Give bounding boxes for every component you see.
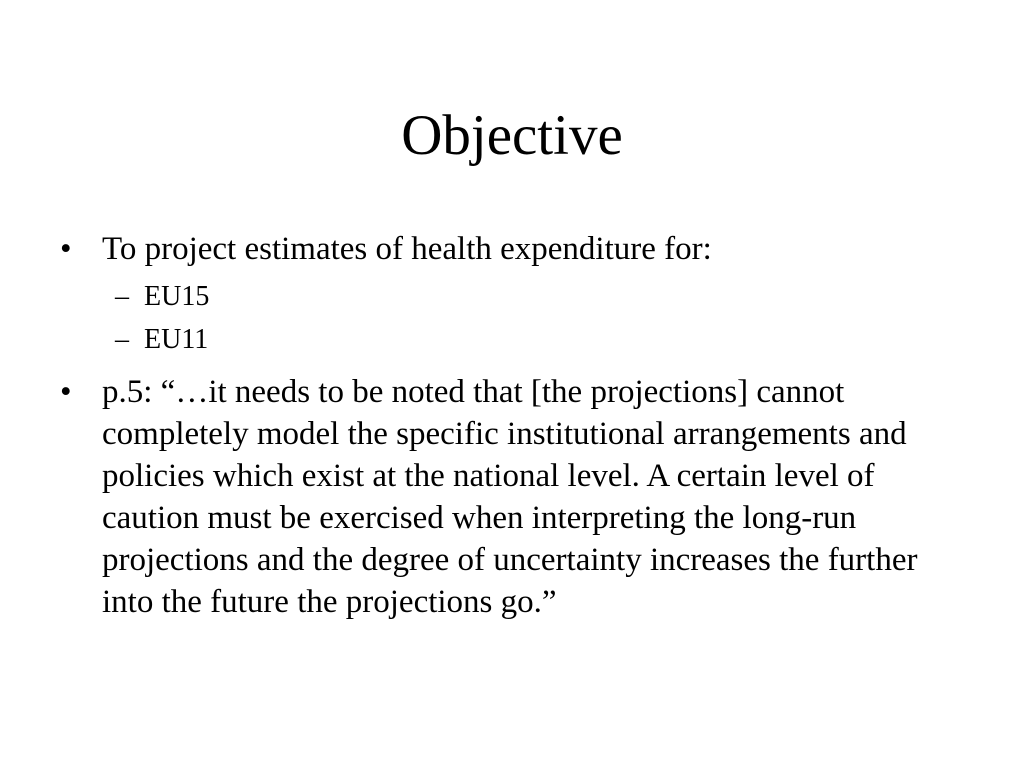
bullet-item-objective: [60, 228, 960, 361]
slide-title: Objective: [401, 104, 623, 167]
dash-icon: –: [115, 324, 129, 355]
bullet-list: [60, 228, 960, 623]
bullet-item-quote: [60, 371, 960, 623]
dash-icon: –: [115, 281, 129, 312]
sub-bullet-item-eu11: [102, 318, 960, 361]
bullet-text: To project estimates of health expenditure for:: [102, 231, 712, 267]
sub-bullet-list: [102, 275, 960, 361]
sub-bullet-text: EU15: [144, 281, 210, 312]
sub-bullet-text: EU11: [144, 324, 209, 355]
sub-bullet-item-eu15: [102, 275, 960, 318]
bullet-icon: •: [60, 231, 72, 267]
quote-text: p.5: “…it needs to be noted that [the projections] cannot completely model the specific institutional arrangements and policies which exist at the national level. A certain level of caution must be exercised when interpreting the long-run projections and the degree of uncertainty increases the further into the future the projections go.”: [102, 374, 918, 620]
bullet-icon: •: [60, 374, 72, 410]
